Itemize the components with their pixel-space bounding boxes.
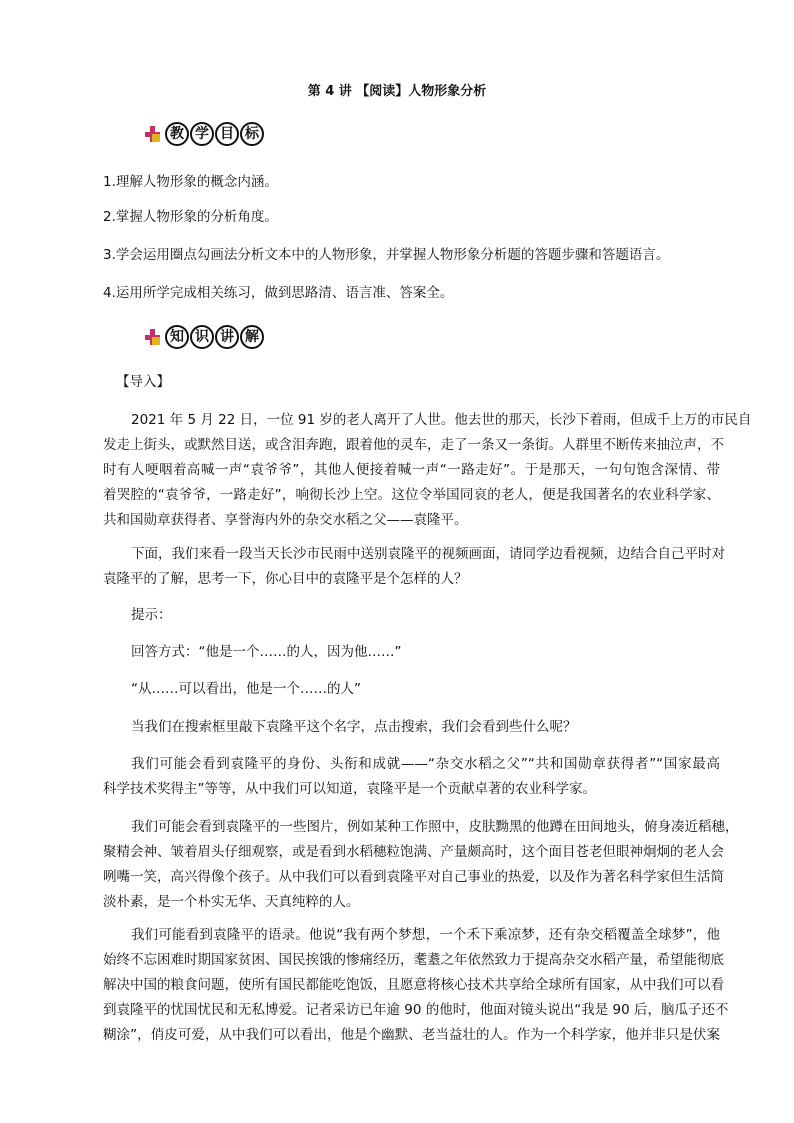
text-line: 共和国勋章获得者、享誉海内外的杂交水稻之父——袁隆平。 <box>103 512 468 528</box>
objective-wrap <box>103 243 720 268</box>
hint-wrap <box>131 640 748 665</box>
objective-wrap <box>103 205 720 230</box>
text-line: 咧嘴一笑，高兴得像个孩子。从中我们可以看到袁隆平对自己事业的热爱，以及作为著名科学家但生活简 <box>103 869 724 885</box>
text-line: 我们可能看到袁隆平的语录。他说“我有两个梦想，一个禾下乘凉梦，还有杂交稻覆盖全球梦”，他 <box>131 927 720 943</box>
text-line: 到袁隆平的忧国忧民和无私博爱。记者采访已年逾 90 的他时，他面对镜头说出“我是 90 后，脑瓜子还不 <box>103 1002 729 1018</box>
text-line: 始终不忘困难时期国家贫困、国民挨饿的惨痛经历，耄耋之年依然致力于提高杂交水稻产量，希望能彻底 <box>103 952 724 968</box>
text-line: 聚精会神、皱着眉头仔细观察，或是看到水稻穗粒饱满、产量颇高时，这个面目苍老但眼神炯炯的老人会 <box>103 844 724 860</box>
section-marker-icon <box>143 123 163 145</box>
heading-char: 学 <box>190 122 214 146</box>
paragraph-3 <box>131 715 748 740</box>
hint-answer-format-2: “从……可以看出，他是一个……的人” <box>131 681 361 697</box>
paragraph-5 <box>103 815 739 915</box>
paragraph-2 <box>103 542 725 592</box>
text-line: 2021 年 5 月 22 日，一位 91 岁的老人离开了人世。他去世的那天，长沙下着雨，但成千上万的市民自 <box>131 412 752 428</box>
intro-wrap <box>116 370 733 395</box>
objective-item: 3.学会运用圈点勾画法分析文本中的人物形象，并掌握人物形象分析题的答题步骤和答题语言。 <box>103 247 670 263</box>
text-line: 我们可能会看到袁隆平的身份、头衔和成就——“杂交水稻之父”“共和国勋章获得者”“国家最高 <box>131 756 720 772</box>
objective-wrap <box>103 281 720 306</box>
text-line: 下面，我们来看一段当天长沙市民雨中送别袁隆平的视频画面，请同学边看视频，边结合自己平时对 <box>131 546 725 562</box>
intro-label: 【导入】 <box>116 374 170 390</box>
heading-char: 解 <box>240 325 264 349</box>
heading-char: 知 <box>165 325 189 349</box>
heading-char: 讲 <box>215 325 239 349</box>
page-title: 第 4 讲 【阅读】人物形象分析 <box>307 84 487 99</box>
heading-char: 教 <box>165 122 189 146</box>
text-line: 袁隆平的了解，思考一下，你心目中的袁隆平是个怎样的人？ <box>103 571 468 587</box>
paragraph-4 <box>103 752 720 802</box>
objective-item: 1.理解人物形象的概念内涵。 <box>103 174 278 190</box>
text-line: 当我们在搜索框里敲下袁隆平这个名字，点击搜索，我们会看到些什么呢？ <box>131 719 577 735</box>
hint-answer-format: 回答方式：“他是一个……的人，因为他……” <box>131 644 402 660</box>
text-line: 着哭腔的“袁爷爷，一路走好”，响彻长沙上空。这位令举国同哀的老人，便是我国著名的农业科学家、 <box>103 487 720 503</box>
section-marker-icon <box>143 326 163 348</box>
text-line: 糊涂”，俏皮可爱，从中我们可以看出，他是个幽默、老当益壮的人。作为一个科学家，他并非只是伏案 <box>103 1027 720 1043</box>
paragraph-6 <box>103 923 729 1048</box>
paragraph-1 <box>103 408 752 533</box>
text-line: 我们可能会看到袁隆平的一些图片，例如某种工作照中，皮肤黝黑的他蹲在田间地头，俯身凑近稻穗， <box>131 819 739 835</box>
text-line: 时有人哽咽着高喊一声“袁爷爷”，其他人便接着喊一声“一路走好”。于是那天，一句句饱含深情、带 <box>103 462 720 478</box>
heading-char: 标 <box>240 122 264 146</box>
objectives-list <box>103 170 720 195</box>
heading-char: 目 <box>215 122 239 146</box>
hint-wrap <box>131 677 748 702</box>
section-heading-teaching-goals <box>143 121 265 147</box>
section-heading-knowledge <box>143 324 265 350</box>
text-line: 发走上街头，或默然目送，或含泪奔跑，跟着他的灵车，走了一条又一条街。人群里不断传来抽泣声，不 <box>103 437 724 453</box>
heading-char: 识 <box>190 325 214 349</box>
text-line: 科学技术奖得主”等等，从中我们可以知道，袁隆平是一个贡献卓著的农业科学家。 <box>103 781 596 797</box>
text-line: 解决中国的粮食问题，使所有国民都能吃饱饭，且愿意将核心技术共享给全球所有国家，从中我们可以看 <box>103 977 724 993</box>
text-line: 淡朴素，是一个朴实无华、天真纯粹的人。 <box>103 894 360 910</box>
objective-item: 2.掌握人物形象的分析角度。 <box>103 209 278 225</box>
hint-wrap <box>131 603 748 628</box>
objective-item: 4.运用所学完成相关练习，做到思路清、语言准、答案全。 <box>103 285 454 301</box>
hint-label: 提示： <box>131 607 172 623</box>
